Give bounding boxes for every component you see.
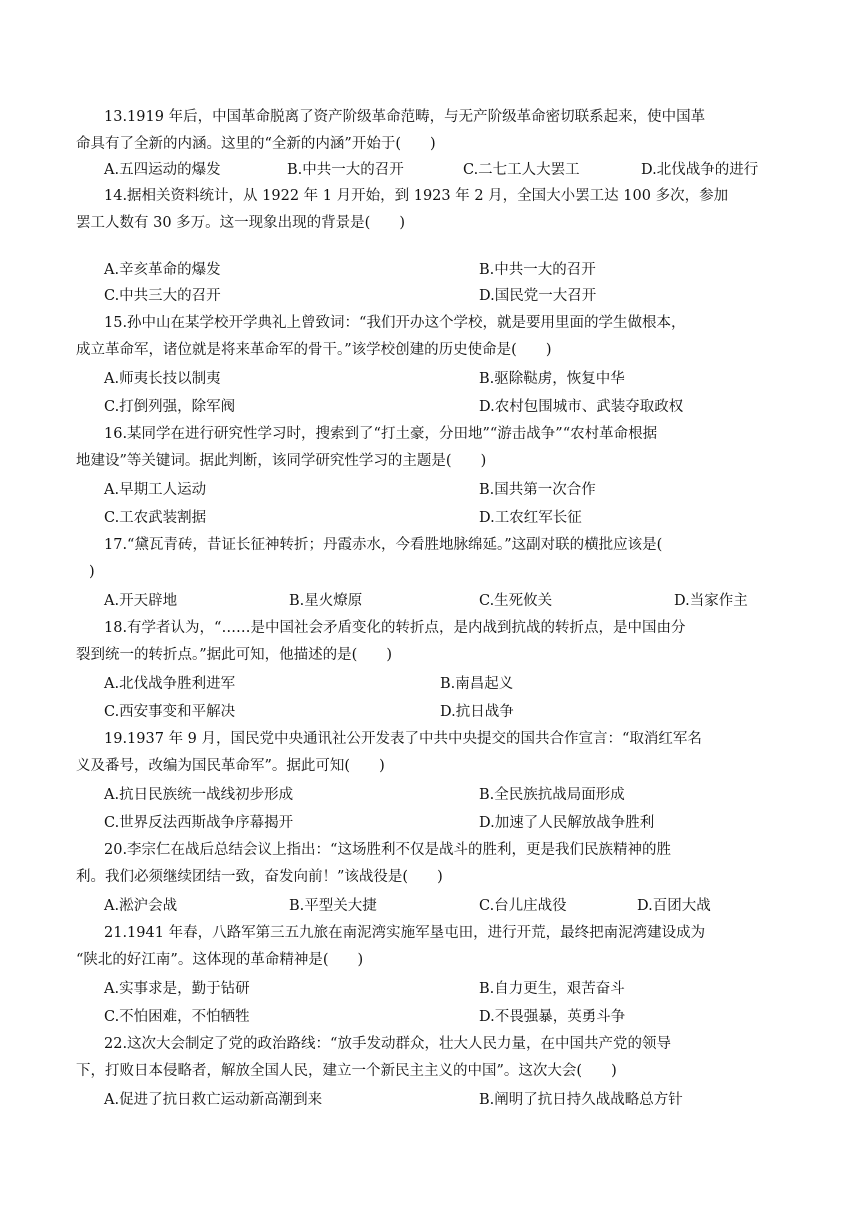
question-19-stem-line-2: 义及番号，改编为国民革命军”。据此可知( ): [76, 758, 385, 774]
question-15-option-d: D.农村包围城市、武装夺取政权: [479, 399, 684, 415]
question-17-stem-line-1: 17.“黛瓦青砖，昔证长征神转折；丹霞赤水，今看胜地脉绵延。”这副对联的横批应该是(: [104, 537, 663, 553]
question-14-option-b: B.中共一大的召开: [479, 262, 596, 278]
question-22-option-b: B.阐明了抗日持久战战略总方针: [479, 1092, 683, 1108]
question-17-option-b: B.星火燎原: [289, 593, 363, 609]
question-14-option-c: C.中共三大的召开: [104, 288, 221, 304]
question-18-option-d: D.抗日战争: [440, 704, 514, 720]
question-19-option-a: A.抗日民族统一战线初步形成: [104, 787, 294, 803]
question-14-stem-line-1: 14.据相关资料统计，从 1922 年 1 月开始，到 1923 年 2 月，全国大小罢工达 100 多次，参加: [104, 188, 729, 204]
question-22-option-a: A.促进了抗日救亡运动新高潮到来: [104, 1092, 323, 1108]
question-18-option-b: B.南昌起义: [440, 676, 514, 692]
question-18-option-a: A.北伐战争胜利进军: [104, 676, 236, 692]
question-20-stem-line-1: 20.李宗仁在战后总结会议上指出：“这场胜利不仅是战斗的胜利，更是我们民族精神的胜: [104, 842, 671, 858]
question-20-option-d: D.百团大战: [637, 898, 711, 914]
question-18-stem-line-2: 裂到统一的转折点。”据此可知，他描述的是( ): [76, 647, 392, 663]
question-16-option-c: C.工农武装割据: [104, 510, 207, 526]
question-17-option-a: A.开天辟地: [104, 593, 178, 609]
question-21-option-c: C.不怕困难，不怕牺牲: [104, 1009, 250, 1025]
question-14-option-a: A.辛亥革命的爆发: [104, 262, 221, 278]
question-19-option-c: C.世界反法西斯战争序幕揭开: [104, 815, 294, 831]
question-22-stem-line-1: 22.这次大会制定了党的政治路线：“放手发动群众，壮大人民力量，在中国共产党的领导: [104, 1036, 671, 1052]
question-16-option-b: B.国共第一次合作: [479, 482, 596, 498]
question-21-option-a: A.实事求是，勤于钻研: [104, 981, 250, 997]
question-16-option-a: A.早期工人运动: [104, 482, 207, 498]
question-13-stem-line-2: 命具有了全新的内涵。这里的“全新的内涵”开始于( ): [76, 136, 436, 152]
question-15-stem-line-2: 成立革命军，诸位就是将来革命军的骨干。”该学校创建的历史使命是( ): [76, 342, 552, 358]
question-13-option-c: C.二七工人大罢工: [463, 162, 580, 178]
question-19-option-d: D.加速了人民解放战争胜利: [479, 815, 655, 831]
question-21-stem-line-1: 21.1941 年春，八路军第三五九旅在南泥湾实施军垦屯田，进行开荒，最终把南泥湾建设成为: [104, 925, 706, 941]
question-13-option-d: D.北伐战争的进行: [641, 162, 759, 178]
question-13-option-a: A.五四运动的爆发: [104, 162, 221, 178]
question-15-option-a: A.师夷长技以制夷: [104, 371, 221, 387]
question-16-stem-line-1: 16.某同学在进行研究性学习时，搜索到了“打土豪，分田地”“游击战争”“农村革命根据: [104, 426, 658, 442]
question-15-stem-line-1: 15.孙中山在某学校开学典礼上曾致词：“我们开办这个学校，就是要用里面的学生做根本，: [104, 315, 686, 331]
question-21-option-d: D.不畏强暴，英勇斗争: [479, 1009, 626, 1025]
question-20-stem-line-2: 利。我们必须继续团结一致，奋发向前！”该战役是( ): [76, 869, 443, 885]
question-21-option-b: B.自力更生，艰苦奋斗: [479, 981, 625, 997]
question-14-stem-line-2: 罢工人数有 30 多万。这一现象出现的背景是( ): [76, 215, 405, 231]
question-15-option-c: C.打倒列强，除军阀: [104, 399, 236, 415]
question-17-option-c: C.生死攸关: [479, 593, 553, 609]
question-20-option-a: A.淞沪会战: [104, 898, 178, 914]
question-20-option-b: B.平型关大捷: [289, 898, 377, 914]
question-13-option-b: B.中共一大的召开: [287, 162, 404, 178]
question-13-stem-line-1: 13.1919 年后，中国革命脱离了资产阶级革命范畴，与无产阶级革命密切联系起来，使中国革: [104, 109, 706, 125]
question-17-stem-line-2: ): [89, 564, 95, 580]
question-17-option-d: D.当家作主: [674, 593, 748, 609]
question-14-option-d: D.国民党一大召开: [479, 288, 597, 304]
question-19-option-b: B.全民族抗战局面形成: [479, 787, 625, 803]
question-15-option-b: B.驱除鞑虏，恢复中华: [479, 371, 625, 387]
question-16-stem-line-2: 地建设”等关键词。据此判断，该同学研究性学习的主题是( ): [76, 453, 487, 469]
question-19-stem-line-1: 19.1937 年 9 月，国民党中央通讯社公开发表了中共中央提交的国共合作宣言：“取消红军名: [104, 731, 702, 747]
question-16-option-d: D.工农红军长征: [479, 510, 582, 526]
question-21-stem-line-2: “陕北的好江南”。这体现的革命精神是( ): [76, 952, 364, 968]
question-18-option-c: C.西安事变和平解决: [104, 704, 236, 720]
question-18-stem-line-1: 18.有学者认为，“……是中国社会矛盾变化的转折点，是内战到抗战的转折点，是中国由分: [104, 620, 686, 636]
question-20-option-c: C.台儿庄战役: [479, 898, 567, 914]
question-22-stem-line-2: 下，打败日本侵略者，解放全国人民，建立一个新民主主义的中国”。这次大会( ): [76, 1063, 617, 1079]
